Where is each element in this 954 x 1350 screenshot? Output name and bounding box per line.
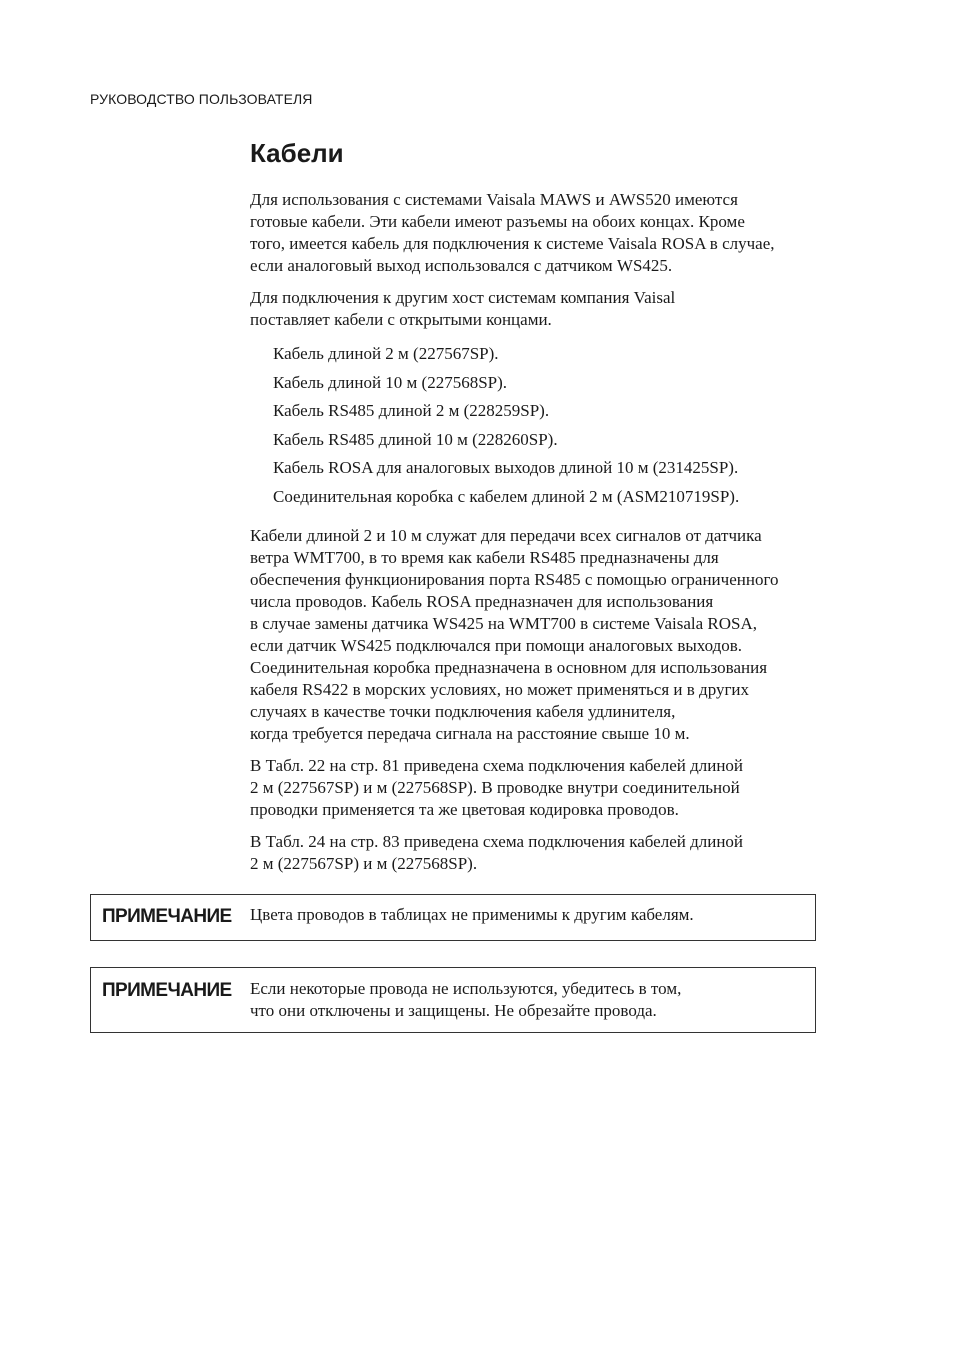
text-line: если аналоговый выход использовался с датчиком WS425. bbox=[250, 256, 673, 275]
text-line: Если некоторые провода не используются, убедитесь в том, bbox=[250, 979, 682, 998]
cable-list-item: Кабель RS485 длиной 10 м (228260SP). bbox=[273, 429, 558, 449]
note-box-wire-colors bbox=[90, 894, 816, 941]
text-line: того, имеется кабель для подключения к системе Vaisala ROSA в случае, bbox=[250, 234, 775, 253]
text-line: Цвета проводов в таблицах не применимы к другим кабелям. bbox=[250, 905, 694, 924]
text-line: 2 м (227567SP) и м (227568SP). bbox=[250, 854, 478, 873]
text-line: когда требуется передача сигнала на расстояние свыше 10 м. bbox=[250, 724, 690, 743]
text-line: Для использования с системами Vaisala MAWS и AWS520 имеются bbox=[250, 190, 738, 209]
paragraph-cable-purposes bbox=[250, 525, 850, 745]
text-line: обеспечения функционирования порта RS485 с помощью ограниченного bbox=[250, 570, 779, 589]
note-label: ПРИМЕЧАНИЕ bbox=[102, 906, 232, 927]
cable-list-item: Соединительная коробка с кабелем длиной 2 м (ASM210719SP). bbox=[273, 486, 740, 506]
paragraph-open-end-cables bbox=[250, 287, 850, 331]
cable-list-item: Кабель длиной 2 м (227567SP). bbox=[273, 344, 499, 363]
cable-list-item: Кабель RS485 длиной 2 м (228259SP). bbox=[273, 401, 550, 420]
note-text bbox=[250, 904, 810, 926]
text-line: В Табл. 24 на стр. 83 приведена схема подключения кабелей длиной bbox=[250, 832, 744, 851]
cable-list-item: Кабель длиной 10 м (227568SP). bbox=[273, 372, 508, 392]
paragraph-table-24-reference bbox=[250, 831, 850, 875]
paragraph-ready-made-cables bbox=[250, 189, 850, 277]
text-line: если датчик WS425 подключался при помощи аналоговых выходов. bbox=[250, 636, 743, 655]
note-label: ПРИМЕЧАНИЕ bbox=[102, 980, 232, 1001]
text-line: кабеля RS422 в морских условиях, но может применяться и в других bbox=[250, 680, 750, 699]
text-line: проводки применяется та же цветовая кодировка проводов. bbox=[250, 800, 679, 819]
text-line: поставляет кабели с открытыми концами. bbox=[250, 310, 552, 329]
text-line: 2 м (227567SP) и м (227568SP). В проводке внутри соединительной bbox=[250, 778, 740, 797]
cable-list bbox=[273, 340, 739, 511]
text-line: готовые кабели. Эти кабели имеют разъемы на обоих концах. Кроме bbox=[250, 212, 745, 231]
text-line: в случае замены датчика WS425 на WMT700 в системе Vaisala ROSA, bbox=[250, 614, 758, 633]
cable-list-item: Кабель ROSA для аналоговых выходов длиной 10 м (231425SP). bbox=[273, 458, 739, 477]
note-box-unused-wires bbox=[90, 967, 816, 1033]
text-line: Для подключения к другим хост системам компания Vaisal bbox=[250, 288, 676, 307]
text-line: что они отключены и защищены. Не обрезайте провода. bbox=[250, 1001, 657, 1020]
text-line: ветра WMT700, в то время как кабели RS485 предназначены для bbox=[250, 548, 719, 567]
text-line: Кабели длиной 2 и 10 м служат для передачи всех сигналов от датчика bbox=[250, 526, 762, 545]
text-line: числа проводов. Кабель ROSA предназначен для использования bbox=[250, 592, 714, 611]
text-line: случаях в качестве точки подключения кабеля удлинителя, bbox=[250, 702, 676, 721]
note-text bbox=[250, 978, 810, 1022]
paragraph-table-22-reference bbox=[250, 755, 850, 821]
section-title: Кабели bbox=[250, 138, 344, 168]
running-header: РУКОВОДСТВО ПОЛЬЗОВАТЕЛЯ bbox=[90, 91, 313, 107]
text-line: Соединительная коробка предназначена в основном для использования bbox=[250, 658, 768, 677]
text-line: В Табл. 22 на стр. 81 приведена схема подключения кабелей длиной bbox=[250, 756, 744, 775]
